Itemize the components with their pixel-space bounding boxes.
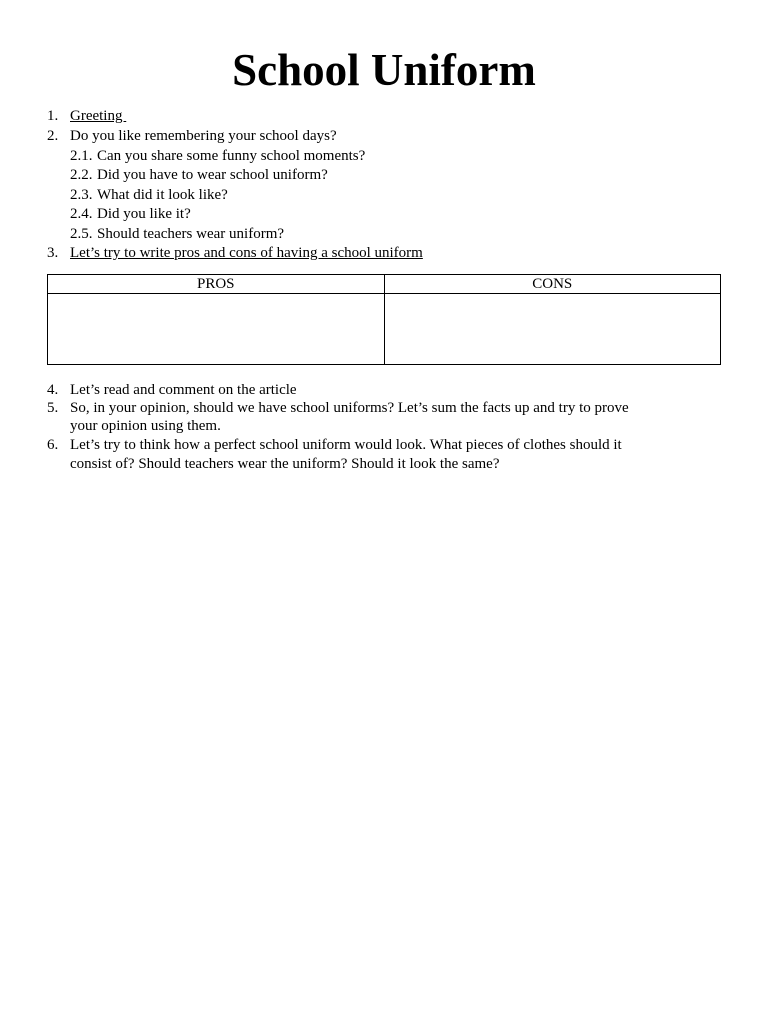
pros-cons-table [47, 274, 721, 365]
sub-item-number: 2.3. [70, 187, 93, 203]
sub-item-text: Can you share some funny school moments? [97, 148, 366, 164]
list-number: 1. [47, 108, 59, 124]
list-number: 4. [47, 382, 59, 398]
sub-item-number: 2.2. [70, 167, 93, 183]
sub-item-text: Should teachers wear uniform? [97, 226, 285, 242]
cons-cell[interactable] [384, 294, 721, 365]
sub-item-text: Did you have to wear school uniform? [97, 167, 328, 183]
sub-item-text: What did it look like? [97, 187, 228, 203]
sub-item-number: 2.4. [70, 206, 93, 222]
list-item-text-line-1: So, in your opinion, should we have school uniforms? Let’s sum the facts up and try to prove [70, 400, 629, 416]
list-number: 3. [47, 245, 59, 261]
cons-header: CONS [384, 275, 721, 294]
list-item-text: Let’s read and comment on the article [70, 382, 297, 398]
pros-header: PROS [48, 275, 385, 294]
pros-cell[interactable] [48, 294, 385, 365]
list-number: 2. [47, 128, 59, 144]
sub-item-text: Did you like it? [97, 206, 191, 222]
list-item-text: Do you like remembering your school days? [70, 128, 337, 144]
sub-item-number: 2.5. [70, 226, 93, 242]
list-number: 6. [47, 437, 59, 453]
sub-item-number: 2.1. [70, 148, 93, 164]
list-item-text: Let’s try to write pros and cons of having a school uniform [70, 245, 423, 261]
list-item-text-line-2: your opinion using them. [70, 418, 221, 434]
list-item-text: Greeting [70, 108, 127, 124]
list-number: 5. [47, 400, 59, 416]
list-item-text-line-1: Let’s try to think how a perfect school uniform would look. What pieces of clothes should it [70, 437, 622, 453]
list-item-text-line-2: consist of? Should teachers wear the uniform? Should it look the same? [70, 456, 500, 472]
page-title: School Uniform [232, 45, 536, 95]
